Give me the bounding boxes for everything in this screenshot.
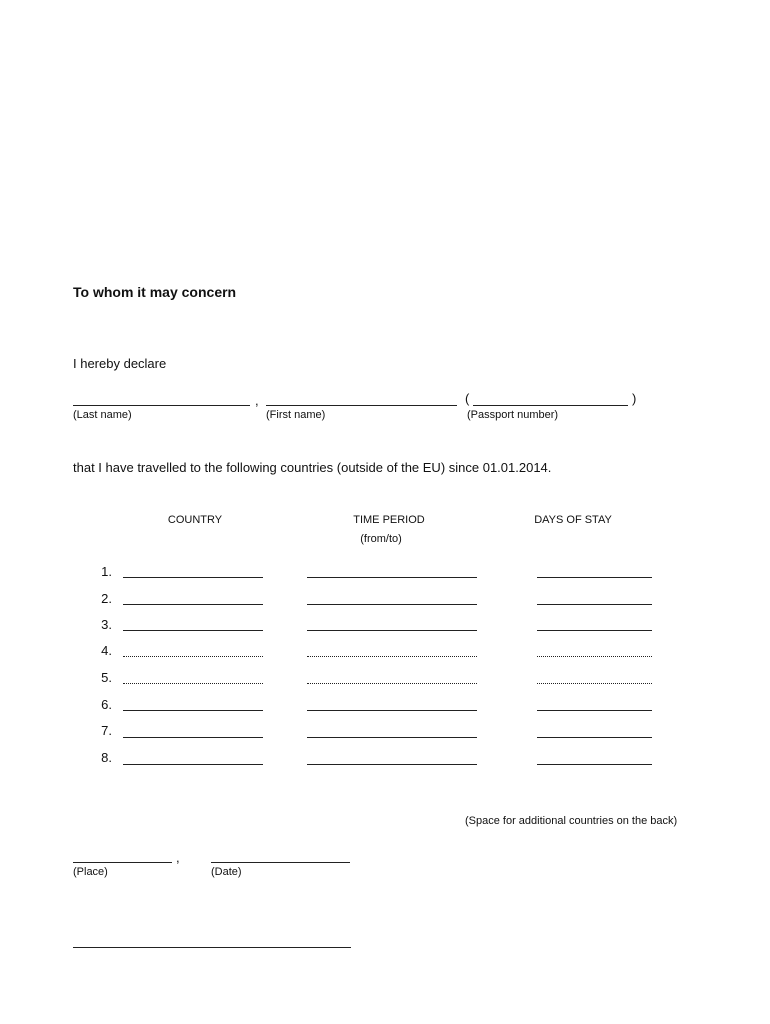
country-field[interactable] — [123, 737, 263, 738]
travel-statement: that I have travelled to the following countries (outside of the EU) since 01.01.2014. — [73, 460, 552, 475]
signature-field[interactable] — [73, 947, 351, 948]
place-date-comma: , — [176, 850, 180, 865]
column-header-days: DAYS OF STAY — [534, 514, 612, 526]
row-number: 5. — [101, 670, 112, 685]
passport-number-field[interactable] — [473, 405, 628, 406]
declare-text: I hereby declare — [73, 356, 167, 371]
time-period-field[interactable] — [307, 737, 477, 738]
country-field[interactable] — [123, 577, 263, 578]
time-period-field[interactable] — [307, 577, 477, 578]
date-field[interactable] — [211, 862, 350, 863]
days-of-stay-field[interactable] — [537, 764, 652, 765]
days-of-stay-field[interactable] — [537, 737, 652, 738]
country-field[interactable] — [123, 656, 263, 657]
days-of-stay-field[interactable] — [537, 656, 652, 657]
last-name-label: (Last name) — [73, 409, 132, 421]
days-of-stay-field[interactable] — [537, 710, 652, 711]
place-field[interactable] — [73, 862, 172, 863]
days-of-stay-field[interactable] — [537, 683, 652, 684]
row-number: 1. — [101, 564, 112, 579]
passport-number-label: (Passport number) — [467, 409, 559, 421]
last-name-field[interactable] — [73, 405, 250, 406]
time-period-field[interactable] — [307, 656, 477, 657]
days-of-stay-field[interactable] — [537, 577, 652, 578]
date-label: (Date) — [211, 866, 242, 878]
passport-open-paren: ( — [465, 391, 470, 406]
country-field[interactable] — [123, 764, 263, 765]
row-number: 2. — [101, 591, 112, 606]
place-label: (Place) — [73, 866, 108, 878]
row-number: 6. — [101, 697, 112, 712]
time-period-field[interactable] — [307, 683, 477, 684]
country-field[interactable] — [123, 683, 263, 684]
row-number: 8. — [101, 750, 112, 765]
identity-comma: , — [255, 393, 259, 408]
time-period-field[interactable] — [307, 710, 477, 711]
country-field[interactable] — [123, 630, 263, 631]
days-of-stay-field[interactable] — [537, 604, 652, 605]
first-name-field[interactable] — [266, 405, 457, 406]
time-period-field[interactable] — [307, 764, 477, 765]
row-number: 4. — [101, 643, 112, 658]
days-of-stay-field[interactable] — [537, 630, 652, 631]
row-number: 3. — [101, 617, 112, 632]
country-field[interactable] — [123, 710, 263, 711]
column-header-time-period: TIME PERIOD — [353, 514, 425, 526]
country-field[interactable] — [123, 604, 263, 605]
column-header-time-period-sub: (from/to) — [360, 533, 402, 545]
page-title: To whom it may concern — [73, 284, 237, 300]
passport-close-paren: ) — [632, 391, 637, 406]
additional-countries-note: (Space for additional countries on the back) — [465, 815, 678, 827]
row-number: 7. — [101, 723, 112, 738]
column-header-country: COUNTRY — [167, 514, 223, 526]
time-period-field[interactable] — [307, 630, 477, 631]
time-period-field[interactable] — [307, 604, 477, 605]
first-name-label: (First name) — [266, 409, 326, 421]
